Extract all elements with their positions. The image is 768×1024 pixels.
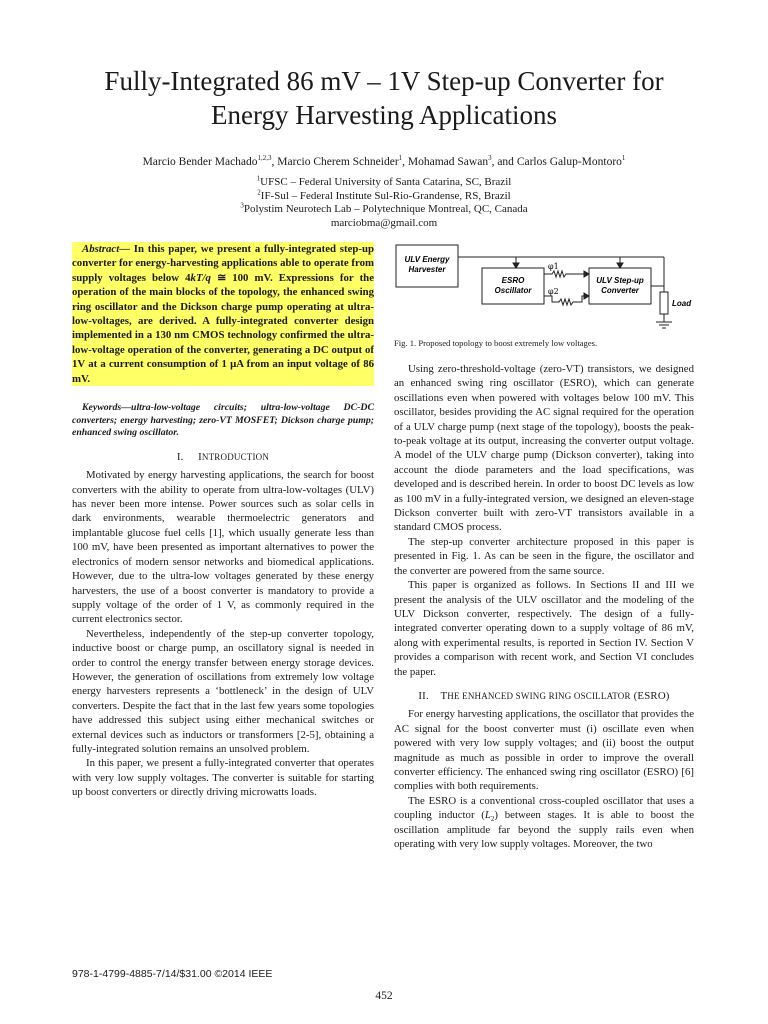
abstract: Abstract— In this paper, we present a fully-integrated step-up converter for energy-harvesting applications able to operate from supply voltages below 4kT/q ≅ 100 mV. Expressions for the operation of the main blocks of the topology, the enhanced swing ring oscillator and the Dickson charge pump operating at ultra-low-voltages, are derived. A fully-integrated converter design implemented in a 130 nm CMOS technology confirmed the ultra-low-voltage operation of the converter, generating a DC output of 1V at a current consumption of 1 μA from an input voltage of 86 mV. xyxy=(72,243,374,385)
harvester-label: ULV Energy xyxy=(404,255,450,264)
load-label: Load xyxy=(672,299,692,308)
paragraph: Nevertheless, independently of the step-up converter topology, inductive boost or charge pump, an oscillatory signal is needed in order to control the energy transfer between energy storage devices. However, the generation of oscillations from extremely low voltage energy harvesters represents a ‘bottleneck’ in the design of ULV converters. Despite the fact that in the last few years some topologies have addressed this subject using either mechanical switches or external devices such as inductors or transformers [2-5], obtaining a fully-integrated solution remains an unsolved problem. xyxy=(72,627,374,755)
keywords: Keywords—ultra-low-voltage circuits; ultra-low-voltage DC-DC converters; energy harvesting; zero-VT MOSFET; Dickson charge pump; enhanced swing oscillator. xyxy=(72,402,374,439)
esro-label: ESRO xyxy=(501,276,525,285)
load-resistor xyxy=(660,292,668,314)
harvester-label: Harvester xyxy=(408,265,446,274)
converter-label: ULV Step-up xyxy=(596,276,644,285)
paper-title xyxy=(40,64,728,132)
phi2-label: φ2 xyxy=(548,287,559,296)
page-number: 452 xyxy=(375,990,393,1002)
affiliations xyxy=(40,176,728,230)
paragraph: For energy harvesting applications, the oscillator that provides the AC signal for the boost converter must (i) oscillate even when powered with very low supply voltages; and (ii) boost the output magnitude as much as possible in order to improve the overall converter efficiency. The enhanced swing ring oscillator (ESRO) [6] complies with both requirements. xyxy=(394,708,694,793)
affiliation: $^2$IF-Sul – Federal Institute Sul-Rio-Grandense, RS, Brazil xyxy=(257,187,511,202)
converter-label: Converter xyxy=(601,286,639,295)
copyright-footer: 978-1-4799-4885-7/14/$31.00 ©2014 IEEE xyxy=(72,968,273,980)
figure-1-diagram xyxy=(394,240,694,335)
paragraph: Using zero-threshold-voltage (zero-VT) transistors, we designed an enhanced swing ring oscillator (ESRO), which can generate oscillations even when powered with voltages below 100 mV. This oscillator, besides providing the AC signal required for the operation of a ULV charge pump (next stage of the topology), boosts the peak-to-peak voltage at its output, increasing the converter output voltage. A model of the ULV charge pump (Dickson converter), taking into account the diode parameters and the load specifications, was developed and is described herein. In order to boost DC levels as low as 100 mV in a fully-integrated version, we designed an eleven-stage Dickson converter built with zero-VT transistors available in a standard CMOS process. xyxy=(394,363,694,534)
author-list xyxy=(40,155,728,169)
author: Marcio Cherem Schneider$^1$, xyxy=(277,154,408,168)
section-heading-introduction: I. INTRODUCTION xyxy=(176,450,270,463)
esro-label: Oscillator xyxy=(494,286,532,295)
paragraph: Motivated by energy harvesting applications, the search for boost converters with the ability to operate from ultra-low-voltages (ULV) has never been more intense. Power sources such as solar cells in dark environments, wearable thermoelectric generators and implantable glucose fuel cells [1], which usually generate less than 100 mV, have been presented as important alternatives to power the electronics of modern sensor networks and biomedical applications. However, due to the ultra-low voltages generated by these energy harvesters, the use of a boost converter is mandatory to provide a supply voltage of the order of 1 V, as commonly required in the current electronics sector. xyxy=(72,469,374,626)
paragraph: The step-up converter architecture proposed in this paper is presented in Fig. 1. As can be seen in the figure, the oscillator and the converter are powered from the same source. xyxy=(394,535,694,577)
affiliation: $^3$Polystim Neurotech Lab – Polytechnique Montreal, QC, Canada xyxy=(240,201,528,215)
affiliation: $^1$UFSC – Federal University of Santa Catarina, SC, Brazil xyxy=(256,174,512,188)
title-line-2: Energy Harvesting Applications xyxy=(211,100,557,130)
title-line-1: Fully-Integrated 86 mV – 1V Step-up Converter for xyxy=(104,66,664,96)
left-column xyxy=(72,242,374,800)
paragraph: This paper is organized as follows. In Sections II and III we present the analysis of the ULV oscillator and the modeling of the ULV Dickson converter, respectively. The design of a fully-integrated converter operating down to a supply voltage of 86 mV, along with experimental results, is reported in Section IV. Section V provides a comparison with recent work, and Section VI concludes the paper. xyxy=(394,579,694,678)
paragraph: In this paper, we present a fully-integrated converter that operates with very low supply voltages. The converter is suitable for starting up boost converters or directly driving microwatts loads. xyxy=(72,757,374,799)
author: Mohamad Sawan$^3$, and xyxy=(407,154,517,168)
paragraph: The ESRO is a conventional cross-coupled oscillator that uses a coupling inductor $(L_2)$ between stages. It is able to boost the oscillation amplitude far beyond the supply rails even when operating with very low supply voltages. Moreover, the two xyxy=(394,794,694,850)
right-column xyxy=(394,362,694,851)
figure-1-caption: Fig. 1. Proposed topology to boost extremely low voltages. xyxy=(394,338,598,348)
section-heading-esro: II. THE ENHANCED SWING RING OSCILLATOR (ESRO) xyxy=(418,689,670,702)
phi1-label: φ1 xyxy=(548,262,559,271)
email: marciobma@gmail.com xyxy=(330,216,438,229)
author: Marcio Bender Machado$^{1,2,3}$, xyxy=(142,154,278,168)
author: Carlos Galup-Montoro$^1$ xyxy=(516,154,626,168)
